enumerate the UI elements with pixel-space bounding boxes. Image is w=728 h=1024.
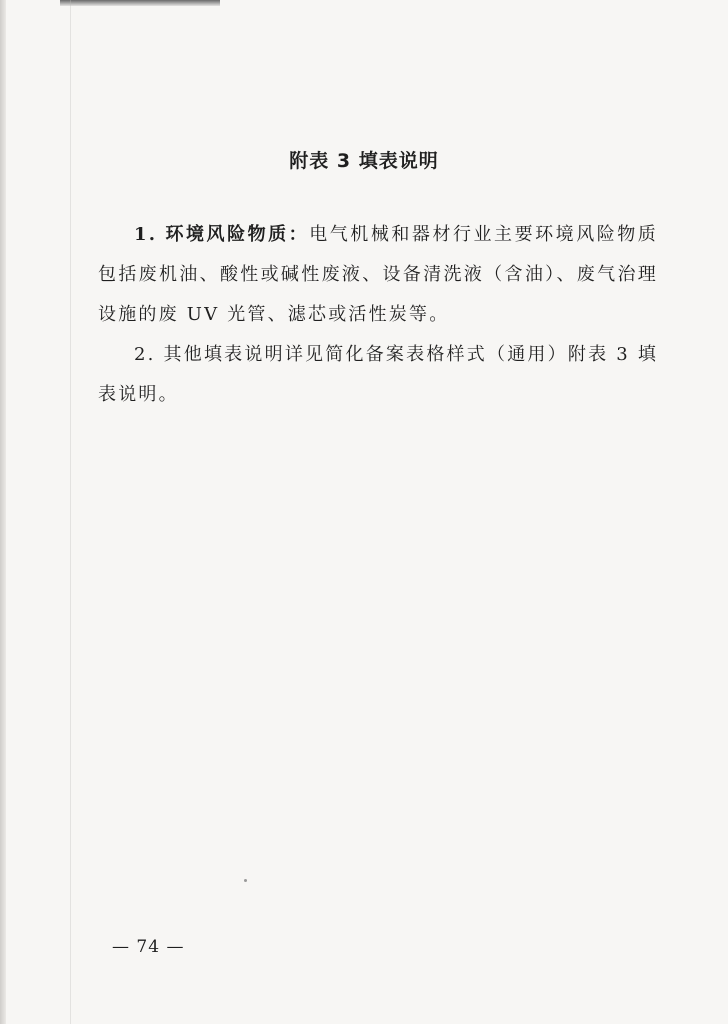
- item-1-heading: 环境风险物质：: [165, 224, 310, 245]
- instructions-body: [98, 215, 658, 415]
- page-title: 附表 3 填表说明: [289, 150, 439, 172]
- item-2-text: 其他填表说明详见简化备案表格样式（通用）附表 3 填表说明。: [98, 344, 659, 405]
- instruction-item-2: [98, 335, 658, 415]
- scan-top-mark: [60, 0, 220, 6]
- item-2-number: 2.: [134, 344, 156, 365]
- scan-speck: [244, 879, 247, 882]
- item-1-text: 电气机械和器材行业主要环境风险物质包括废机油、酸性或碱性废液、设备清洗液（含油）、废气治理设施的废 UV 光管、滤芯或活性炭等。: [98, 224, 659, 325]
- instruction-item-1: [98, 215, 658, 335]
- page-number: — 74 —: [112, 937, 185, 957]
- item-1-number: 1.: [134, 224, 158, 245]
